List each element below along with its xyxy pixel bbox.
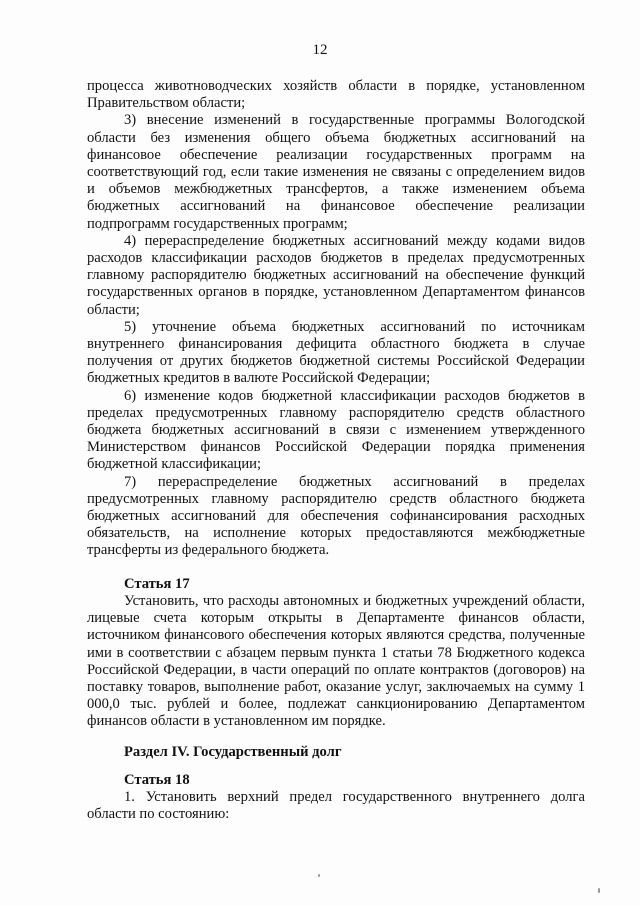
spacer [87,731,585,744]
list-item-7: 7) перераспределение бюджетных ассигнований в пределах предусмотренных главному распорядителю средств областного бюджета бюджетных ассигнований для обеспечения софинансирования расходных обязательств, на исполнение которых предоставляются межбюджетные трансферты из федерального бюджета. [87,473,585,559]
article-17-text: Установить, что расходы автономных и бюджетных учреждений области, лицевые счета которым открыты в Департаменте финансов области, источником финансового обеспечения которых являются средства, полученные ими в соответствии с абзацем первым пункта 1 статьи 78 Бюджетного кодекса Российской Федерации, в части операций по оплате контрактов (договоров) на поставку товаров, выполнение работ, оказание услуг, заключаемых на сумму 1 000,0 тыс. рублей и более, подлежат санкционированию Департаментом финансов области в установленном им порядке. [87,592,585,730]
document-body [87,78,585,823]
scan-speck [318,874,320,877]
article-17-heading: Статья 17 [124,575,190,592]
scan-speck [598,888,600,893]
list-item-3: 3) внесение изменений в государственные программы Вологодской области без изменения общего объема бюджетных ассигнований на финансовое обеспечение реализации государственных программ на соответствующий год, если такие изменения не связаны с определением видов и объемов межбюджетных трансфертов, а также изменением объема бюджетных ассигнований на финансовое обеспечение реализации подпрограмм государственных программ; [87,112,585,232]
page-number: 12 [312,42,328,58]
paragraph-continuation: процесса животноводческих хозяйств области в порядке, установленном Правительством области; [87,78,585,112]
list-item-6: 6) изменение кодов бюджетной классификации расходов бюджетов в пределах предусмотренных главному распорядителю средств областного бюджета бюджетных ассигнований в связи с изменением утвержденного Министерством финансов Российской Федерации порядка применения бюджетной классификации; [87,387,585,473]
list-item-4: 4) перераспределение бюджетных ассигнований между кодами видов расходов классификации расходов бюджетов в пределах предусмотренных главному распорядителю бюджетных ассигнований на обеспечение функций государственных органов в порядке, установленном Департаментом финансов области; [87,232,585,318]
article-18-heading: Статья 18 [124,771,190,788]
article-18-text: 1. Установить верхний предел государственного внутреннего долга области по состоянию: [87,788,585,823]
spacer [87,560,585,576]
section-4-heading: Раздел IV. Государственный долг [124,743,342,760]
list-item-5: 5) уточнение объема бюджетных ассигнований по источникам внутреннего финансирования дефицита областного бюджета в случае получения от других бюджетов бюджетной системы Российской Федерации бюджетных кредитов в валюте Российской Федерации; [87,318,585,387]
spacer [87,761,585,772]
